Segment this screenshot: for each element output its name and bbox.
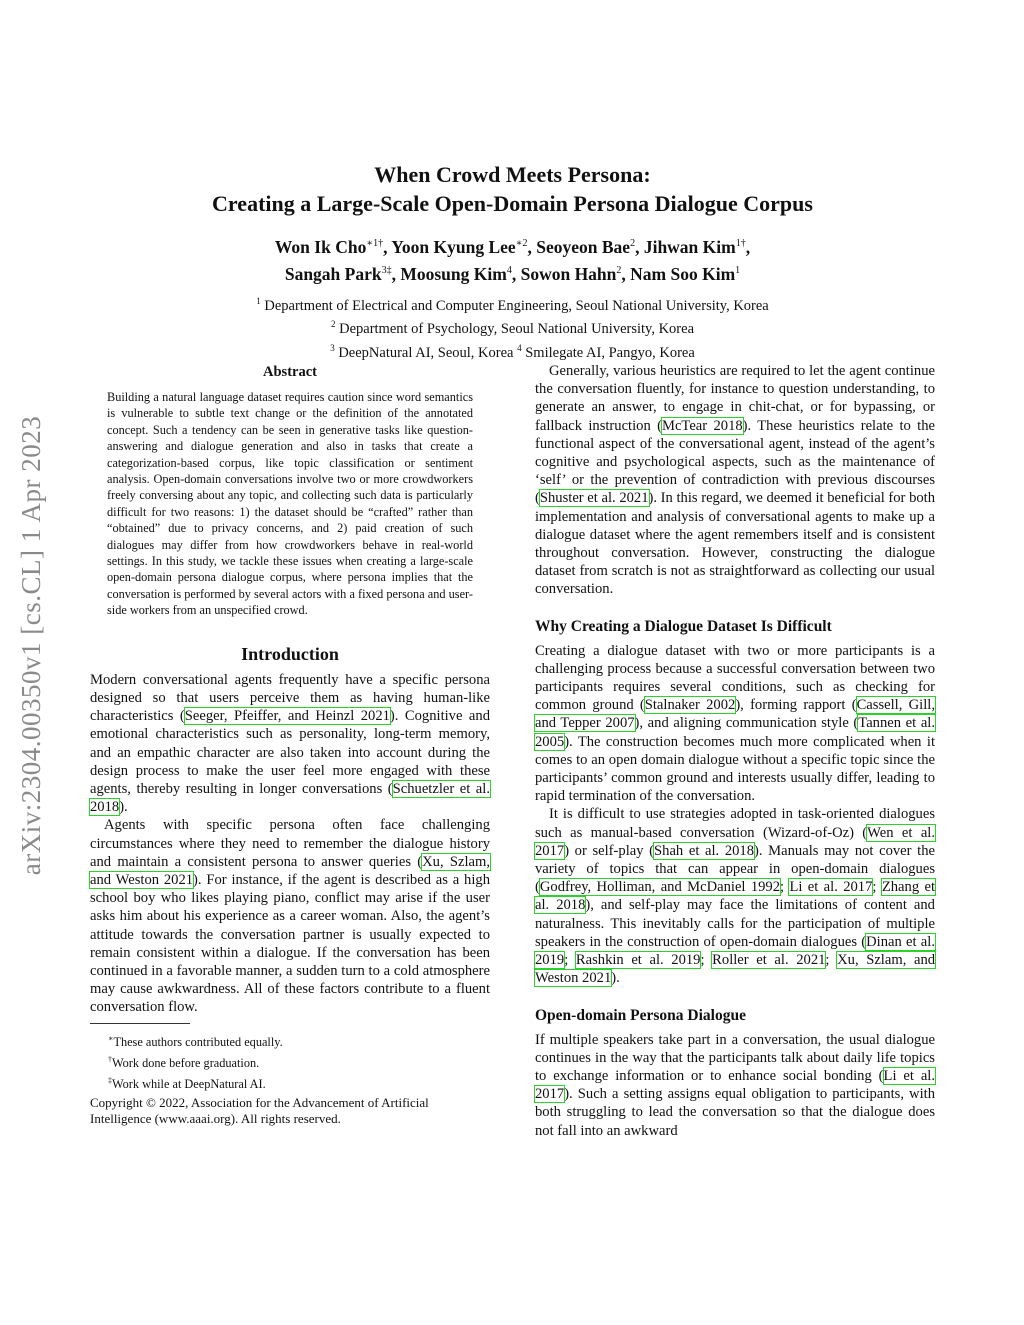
text-run: ). The construction becomes much more complicated when it comes to an open domain dialogue without a specific topic since the participants’ common ground and interests usually differ, leading to rapid termination of the conversation. (535, 733, 935, 805)
text-run: ). For instance, if the agent is described as a high school boy who likes playing piano, conflict may arise if the user asks him about his experience as a career woman. Also, the agent’s attitude towards the conversation partner is usually expected to remain consistent within a dialogue. If the conversation has been continued in a favorable manner, a sudden turn to a cold atmosphere may cause awkwardness. All of these factors contribute to a fluent conversation flow. (90, 871, 491, 1016)
author-mark: ∗2 (515, 238, 528, 249)
citation-link[interactable]: Zhang et al. 2018 (535, 879, 936, 914)
footnote-divider (90, 1023, 190, 1024)
author-name: Seoyeon Bae (536, 236, 631, 257)
affiliation-list (90, 292, 935, 363)
footnote-text: Work done before graduation. (112, 1055, 260, 1070)
citation-link[interactable]: Shah et al. 2018 (654, 842, 755, 859)
author-sep: , (635, 236, 644, 257)
title-line-2: Creating a Large-Scale Open-Domain Persona Dialogue Corpus (212, 191, 813, 216)
footnote-text: Work while at DeepNatural AI. (112, 1076, 266, 1091)
affiliation-mark: 1 (256, 295, 261, 306)
author-sep: , (383, 236, 392, 257)
author-name: Jihwan Kim (643, 236, 736, 257)
citation-link[interactable]: Wen et al. 2017 (535, 824, 935, 859)
author-name: Won Ik Cho (274, 236, 367, 257)
abstract-heading: Abstract (263, 364, 317, 380)
text-run: Generally, various heuristics are required to let the agent continue the conversation fluently, for instance to question understanding, to generate an answer, to engage in chit-chat, or for bypassing, or fallback instruction ( (535, 363, 935, 434)
why-paragraph-1 (535, 642, 935, 806)
author-mark: 2 (630, 238, 636, 249)
text-run: ; (872, 879, 882, 896)
affiliation-text: Department of Psychology, Seoul National University, Korea (339, 321, 695, 338)
abstract-text: Building a natural language dataset requires caution since word semantics is vulnerable to subtle text change or the definition of the annotated concept. Such a tendency can be seen in generative tasks like question-answering and dialogue generation and also in tasks that create a categorization-based corpus, like topic classification or sentiment analysis. Open-domain conversations involve two or more crowdworkers freely conversing about any topic, and collecting such data is particularly difficult for two reasons: 1) the dataset should be “crafted” rather than “obtained” due to privacy concerns, and 2) paid creation of such dialogues may differ from how crowdworkers behave in real-world settings. In this study, we tackle these issues when creating a large-scale open-domain persona dialogue corpus, where persona implies that the conversation is performed by several actors with a fixed persona and user-side workers from an unspecified crowd. (107, 390, 473, 618)
citation-link[interactable]: Seeger, Pfeiffer, and Heinzl 2021 (184, 708, 390, 725)
left-column (90, 362, 490, 1128)
text-run: ). In this regard, we deemed it beneficial for both implementation and analysis of conversational agents to make up a dialogue dataset where the agent remembers itself and is consistent throughout conversation. However, constructing the dialogue dataset from scratch is not as straightforward as collecting our usual conversation. (535, 490, 936, 598)
paper-title (90, 160, 935, 218)
footnote-1 (108, 1030, 490, 1051)
open-domain-paragraph (535, 1031, 935, 1140)
author-mark: ∗1† (366, 238, 384, 249)
arxiv-identifier: arXiv:2304.00350v1 [cs.CL] 1 Apr 2023 (16, 415, 47, 875)
author-name: Sangah Park (284, 263, 382, 284)
text-run: ). Manuals may not cover the variety of topics that can appear in open-domain dialogues ( (535, 842, 935, 896)
author-mark: 1† (735, 238, 746, 249)
citation-link[interactable]: Li et al. 2017 (789, 879, 873, 896)
text-run: Agents with specific persona often face challenging circumstances where they need to remember the dialogue history and maintain a consistent persona to answer queries ( (90, 817, 490, 870)
text-run: ), and aligning communication style ( (634, 715, 859, 732)
author-mark: 3‡ (381, 264, 392, 276)
footnote-2 (108, 1051, 490, 1072)
affiliation-1 (90, 292, 935, 316)
text-run: ), and self-play may face the limitations of content and naturalness. This inevitably calls for the participation of multiple speakers in the construction of open-domain dialogues ( (535, 897, 935, 950)
right-column (535, 362, 935, 1140)
author-line-2 (90, 259, 935, 286)
text-run: It is difficult to use strategies adopted in task-oriented dialogues such as manual-based conversation (Wizard-of-Oz) ( (535, 806, 935, 841)
footnote-text: These authors contributed equally. (113, 1034, 283, 1049)
footnote-3 (108, 1072, 490, 1093)
citation-link[interactable]: Roller et al. 2021 (712, 952, 826, 969)
text-run: If multiple speakers take part in a conversation, the usual dialogue continues in the way that the participants talk about daily life topics to exchange information or to enhance social bonding ( (535, 1031, 935, 1084)
text-run: ). Such a setting assigns equal obligation to participants, with both struggling to lead the conversation so that the dialogue does not fall into an awkward (535, 1086, 935, 1139)
author-sep: , (511, 263, 521, 284)
copyright-notice: Copyright © 2022, Association for the Advancement of Artificial Intelligence (www.aaai.org). All rights reserved. (90, 1094, 429, 1127)
text-run: ). (611, 970, 620, 987)
author-sep: , (745, 236, 751, 257)
author-sep: , (621, 263, 631, 284)
citation-link[interactable]: McTear 2018 (661, 417, 743, 434)
text-run: ). (119, 799, 128, 816)
text-run: ). These heuristics relate to the functional aspect of the conversational agent, instead of the agent’s cognitive and psychological aspects, such as the maintenance of ‘self’ or the prevention of contradiction with previous discourses ( (535, 417, 935, 507)
paper-header (90, 160, 935, 363)
text-run: ; (564, 952, 576, 969)
text-run: ), forming rapport ( (735, 697, 857, 714)
author-name: Sowon Hahn (520, 263, 617, 284)
open-domain-heading: Open-domain Persona Dialogue (535, 1006, 746, 1024)
citation-link[interactable]: Godfrey, Holliman, and McDaniel 1992 (539, 879, 781, 896)
citation-link[interactable]: Shuster et al. 2021 (539, 490, 649, 507)
text-run: ; (780, 879, 790, 896)
title-line-1: When Crowd Meets Persona: (374, 162, 651, 187)
affiliation-text: Smilegate AI, Pangyo, Korea (525, 345, 695, 362)
introduction-heading: Introduction (241, 643, 339, 664)
author-sep: , (391, 263, 401, 284)
citation-link[interactable]: Xu, Szlam, and Weston 2021 (535, 952, 936, 987)
citation-link[interactable]: Cassell, Gill, and Tepper 2007 (535, 697, 935, 732)
author-list (90, 232, 935, 286)
text-run: ; (825, 952, 838, 969)
right-paragraph-1 (535, 362, 935, 599)
intro-paragraph-1 (90, 671, 490, 817)
citation-link[interactable]: Stalnaker 2002 (644, 697, 736, 714)
affiliation-mark: 3 (330, 343, 335, 354)
affiliation-3-4 (90, 339, 935, 363)
author-mark: 2 (616, 264, 622, 276)
footnote-mark: † (108, 1054, 112, 1064)
author-line-1 (90, 232, 935, 259)
intro-paragraph-2 (90, 816, 490, 1016)
citation-link[interactable]: Li et al. 2017 (535, 1067, 935, 1103)
footnote-mark: ∗ (108, 1033, 114, 1043)
affiliation-2 (90, 315, 935, 339)
text-run: ; (700, 952, 713, 969)
why-difficult-heading: Why Creating a Dialogue Dataset Is Difficult (535, 617, 832, 635)
arxiv-sidebar (10, 360, 54, 930)
text-run: ) or self-play ( (564, 842, 655, 859)
author-name: Yoon Kyung Lee (391, 236, 516, 257)
author-mark: 1 (735, 264, 741, 276)
text-run: Creating a dialogue dataset with two or more participants is a challenging process because a successful conversation between two participants requires several conditions, such as checking for common ground ( (535, 642, 935, 714)
affiliation-text: DeepNatural AI, Seoul, Korea (338, 345, 514, 362)
citation-link[interactable]: Rashkin et al. 2019 (575, 952, 701, 969)
citation-link[interactable]: Xu, Szlam, and Weston 2021 (90, 853, 490, 888)
affiliation-mark: 2 (330, 319, 336, 330)
affiliation-mark: 4 (517, 343, 522, 354)
text-run: ). Cognitive and emotional characteristics such as personality, long-term memory, and an empathic character are also taken into account during the design process to make the user feel more engaged with these agents, thereby resulting in longer conversations ( (90, 708, 490, 797)
why-paragraph-2 (535, 805, 935, 987)
author-name: Nam Soo Kim (630, 263, 736, 284)
author-name: Moosung Kim (400, 263, 507, 284)
footnote-mark: ‡ (108, 1075, 112, 1085)
citation-link[interactable]: Tannen et al. 2005 (535, 715, 935, 750)
citation-link[interactable]: Dinan et al. 2019 (535, 933, 935, 969)
affiliation-text: Department of Electrical and Computer Engineering, Seoul National University, Korea (264, 297, 769, 314)
author-mark: 4 (506, 264, 512, 276)
citation-link[interactable]: Schuetzler et al. 2018 (90, 780, 490, 816)
author-sep: , (527, 236, 537, 257)
text-run: Modern conversational agents frequently have a specific persona designed so that users perceive them as having human-like characteristics ( (90, 671, 490, 725)
